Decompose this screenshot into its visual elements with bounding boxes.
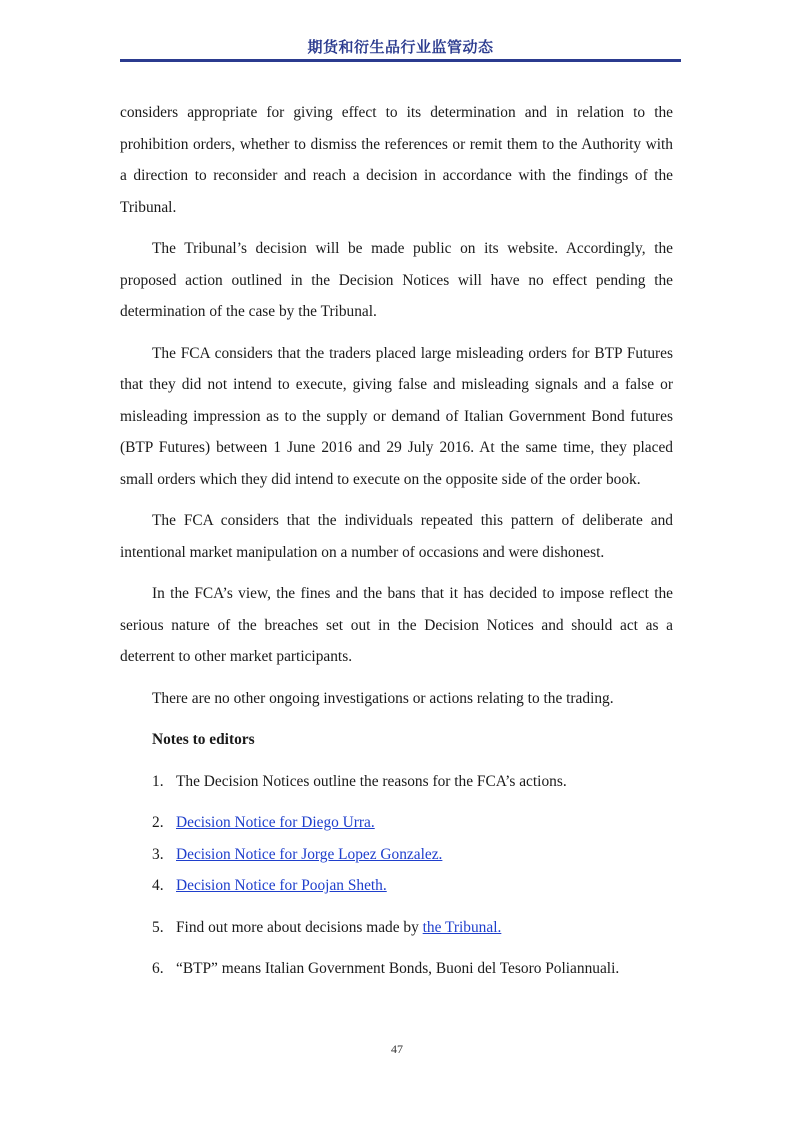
note-text: Find out more about decisions made by — [176, 918, 423, 936]
paragraph-manipulation-pattern: The FCA considers that the individuals repeated this pattern of deliberate and intentional market manipulation on a number of occasions and were dishonest. — [120, 512, 673, 561]
note-number: 4. — [152, 877, 164, 894]
note-item-3 — [120, 839, 673, 871]
note-number: 1. — [152, 772, 164, 790]
note-item-6 — [120, 953, 673, 985]
paragraph-fines-and-bans: In the FCA’s view, the fines and the bans that it has decided to impose reflect the serious nature of the breaches set out in the Decision Notices and should act as a deterrent to other market participants. — [120, 585, 673, 665]
page-number: 47 — [391, 1042, 403, 1056]
decision-notice-lopez-gonzalez-link[interactable]: Decision Notice for Jorge Lopez Gonzalez. — [176, 845, 443, 863]
note-number: 2. — [152, 814, 164, 831]
paragraph-continuation: considers appropriate for giving effect to its determination and in relation to the prohibition orders, whether to dismiss the references or remit them to the Authority with a direction to reconsider and reach a decision in accordance with the findings of the Tribunal. — [120, 104, 673, 216]
note-item-1 — [120, 766, 673, 798]
tribunal-link[interactable]: the Tribunal. — [422, 918, 502, 936]
note-item-4 — [120, 870, 673, 902]
paragraph-tribunal-decision: The Tribunal’s decision will be made public on its website. Accordingly, the proposed action outlined in the Decision Notices will have no effect pending the determination of the case by the Tribunal. — [120, 240, 673, 320]
decision-notice-sheth-link[interactable]: Decision Notice for Poojan Sheth. — [176, 877, 387, 894]
paragraph-no-other-investigations: There are no other ongoing investigations or actions relating to the trading. — [152, 689, 614, 707]
paragraph-misleading-orders: The FCA considers that the traders placed large misleading orders for BTP Futures that they did not intend to execute, giving false and misleading signals and a false or misleading impression as to the supply or demand of Italian Government Bond futures (BTP Futures) between 1 June 2016 and 29 July 2016. At the same time, they placed small orders which they did intend to execute on the opposite side of the order book. — [120, 344, 673, 488]
note-number: 6. — [152, 960, 164, 977]
note-item-2 — [120, 807, 673, 839]
decision-notice-urra-link[interactable]: Decision Notice for Diego Urra. — [176, 814, 375, 831]
page-header-title: 期货和衍生品行业监管动态 — [307, 38, 494, 56]
note-text: “BTP” means Italian Government Bonds, Buoni del Tesoro Poliannuali. — [176, 960, 620, 977]
note-number: 5. — [152, 918, 164, 936]
note-item-5 — [120, 912, 673, 944]
header-rule — [120, 59, 681, 62]
note-number: 3. — [152, 845, 164, 863]
document-body — [120, 97, 673, 995]
notes-heading: Notes to editors — [152, 731, 255, 748]
note-text: The Decision Notices outline the reasons for the FCA’s actions. — [176, 772, 567, 790]
